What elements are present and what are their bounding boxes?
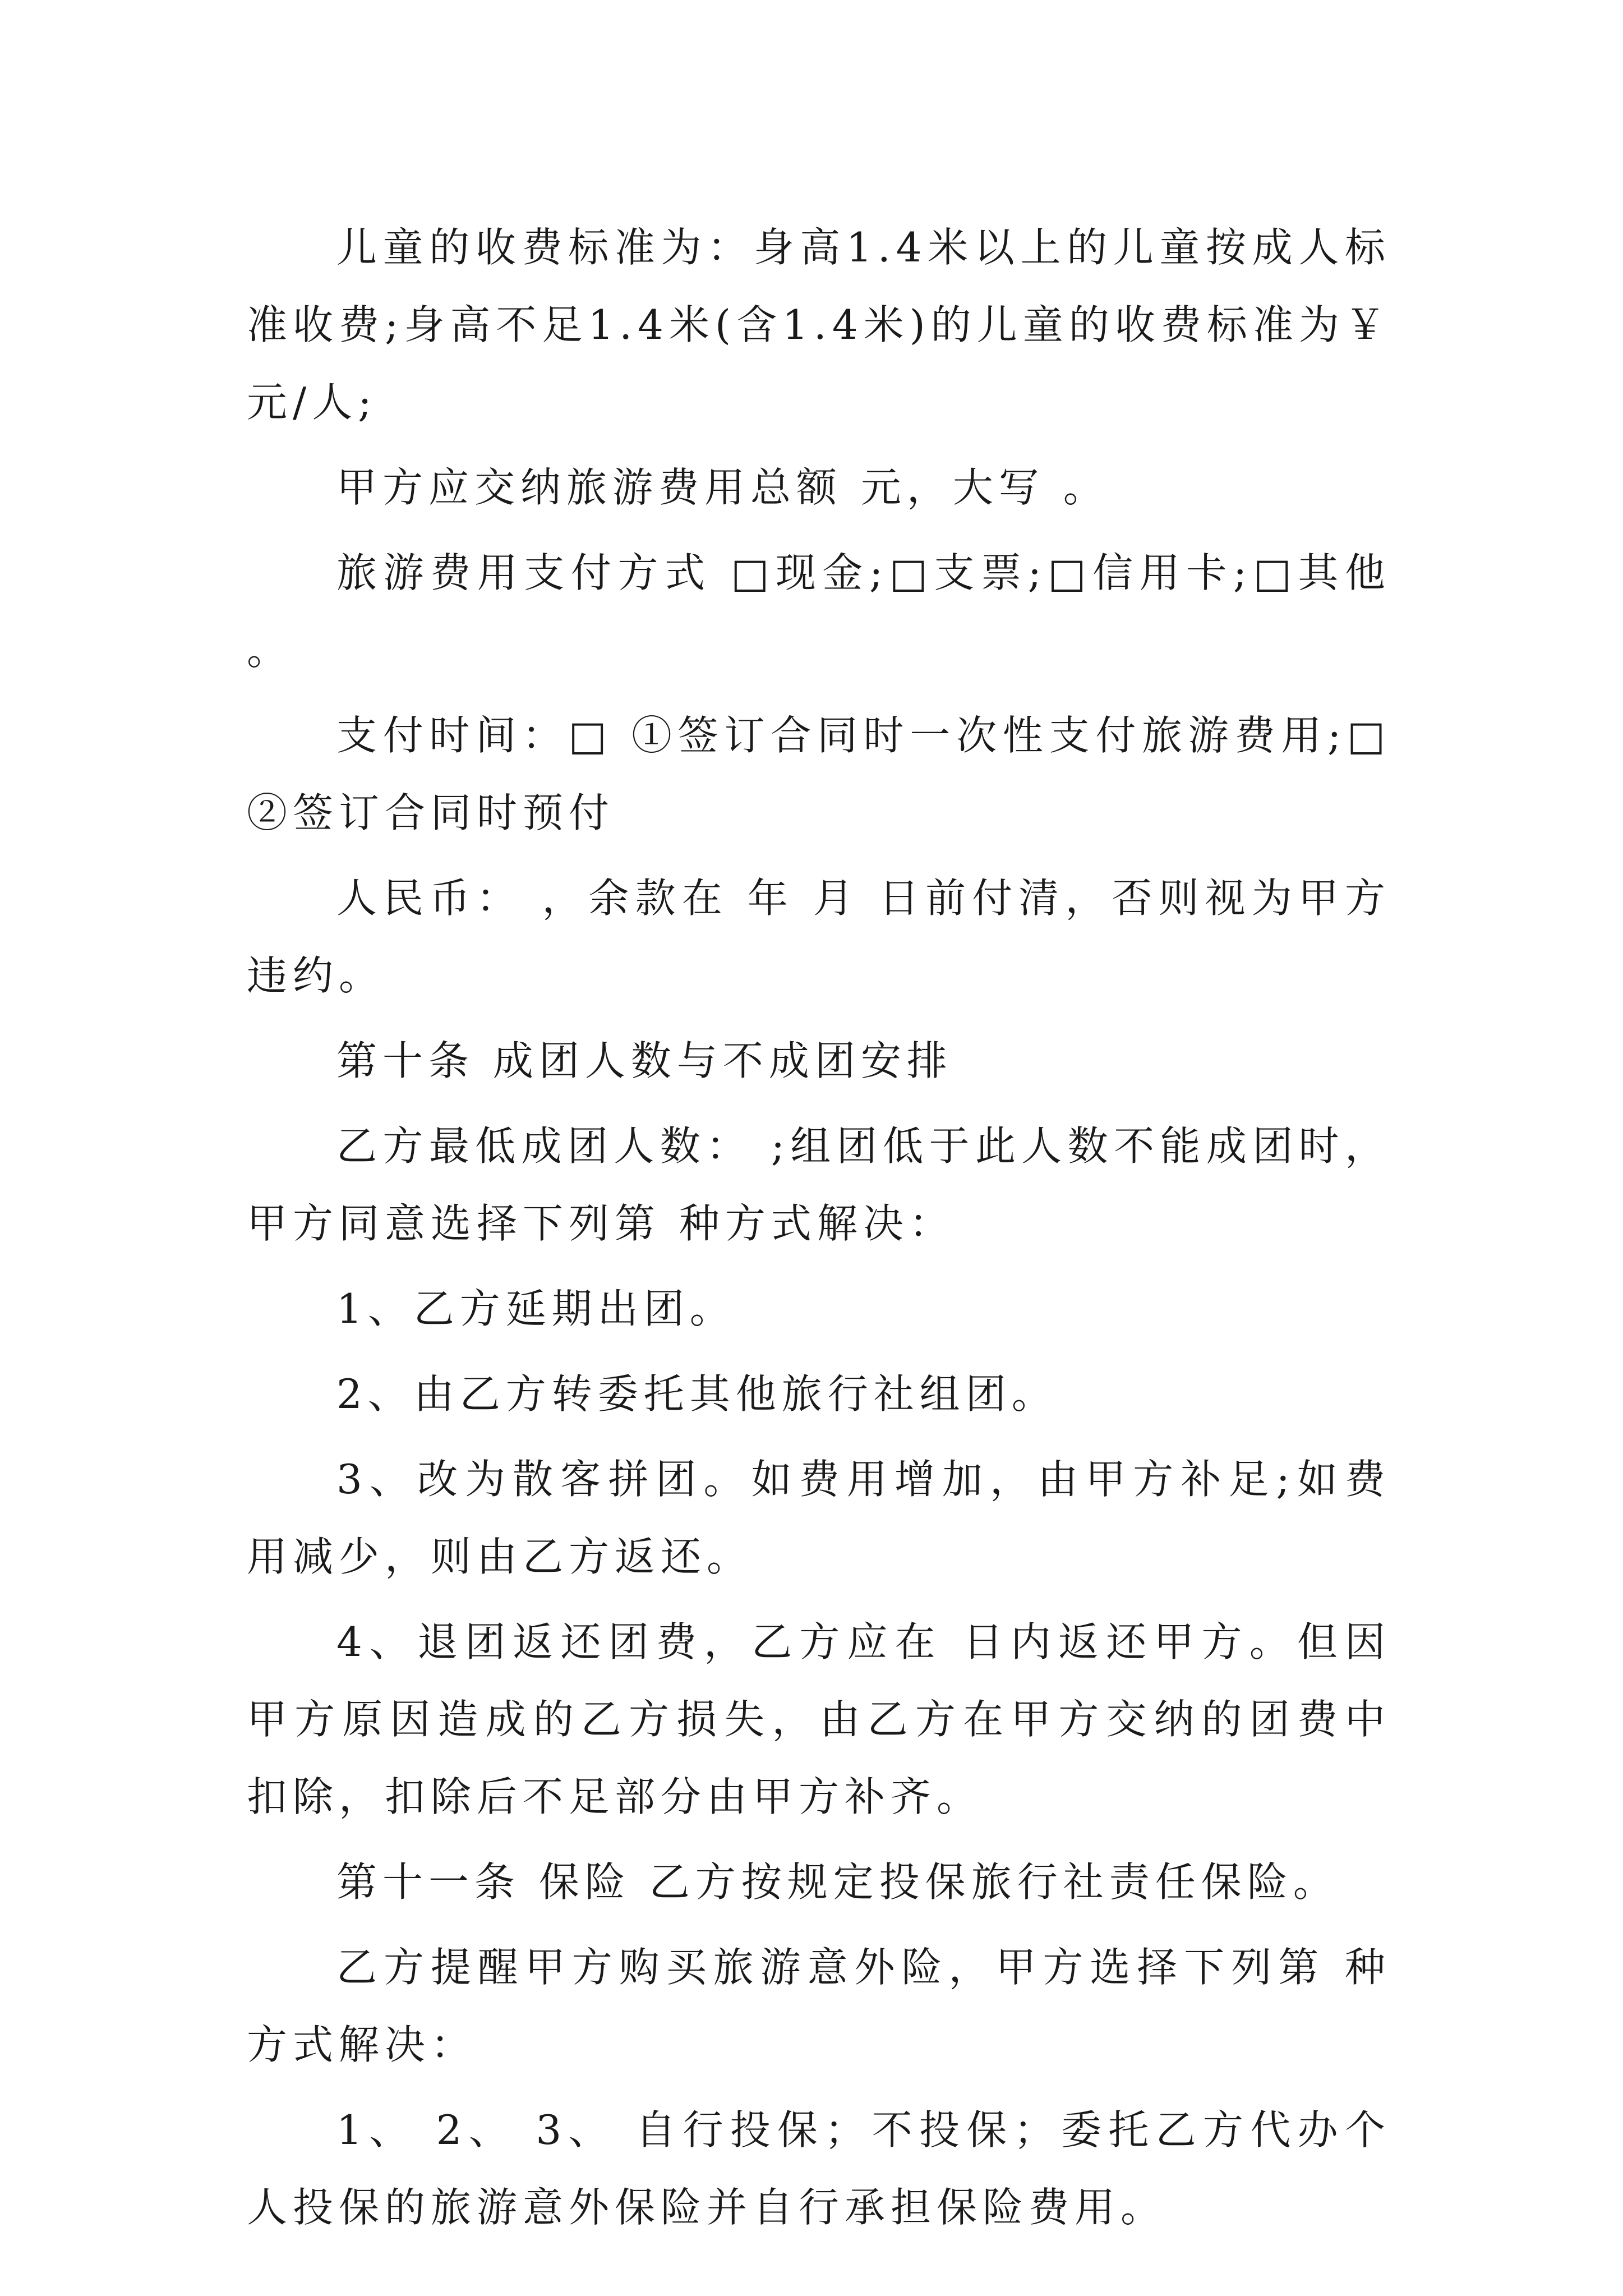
paragraph-payment-method: 旅游费用支付方式 □现金;□支票;□信用卡;□其他 。 <box>247 549 1391 674</box>
article-10-heading: 第十条 成团人数与不成团安排 <box>336 1037 953 1084</box>
paragraph-child-fee: 儿童的收费标准为：身高1.4米以上的儿童按成人标准收费;身高不足1.4米(含1.4米)的儿童的收费标准为￥ 元/人; <box>247 224 1391 426</box>
list-item-option-1: 1、乙方延期出团。 <box>336 1285 736 1332</box>
list-item-option-4: 4、退团返还团费，乙方应在 日内返还甲方。但因甲方原因造成的乙方损失，由乙方在甲方交纳的团费中扣除，扣除后不足部分由甲方补齐。 <box>247 1618 1391 1820</box>
paragraph-minimum-group: 乙方最低成团人数： ;组团低于此人数不能成团时，甲方同意选择下列第 种方式解决： <box>247 1122 1391 1247</box>
list-item-option-3: 3、改为散客拼团。如费用增加，由甲方补足;如费用减少，则由乙方返还。 <box>247 1456 1391 1580</box>
paragraph-total-fee: 甲方应交纳旅游费用总额 元，大写 。 <box>336 464 1109 511</box>
paragraph-rmb-balance: 人民币： ，余款在 年 月 日前付清，否则视为甲方违约。 <box>247 875 1391 999</box>
paragraph-insurance-options: 1、 2、 3、 自行投保；不投保；委托乙方代办个人投保的旅游意外保险并自行承担保险费用。 <box>247 2106 1391 2231</box>
paragraph-insurance-reminder: 乙方提醒甲方购买旅游意外险，甲方选择下列第 种方式解决： <box>247 1944 1391 2068</box>
document-body <box>247 209 1391 2254</box>
article-11-heading: 第十一条 保险 乙方按规定投保旅行社责任保险。 <box>336 1858 1339 1906</box>
list-item-option-2: 2、由乙方转委托其他旅行社组团。 <box>336 1370 1058 1418</box>
paragraph-payment-time: 支付时间：□ ①签订合同时一次性支付旅游费用;□②签订合同时预付 <box>247 712 1391 836</box>
